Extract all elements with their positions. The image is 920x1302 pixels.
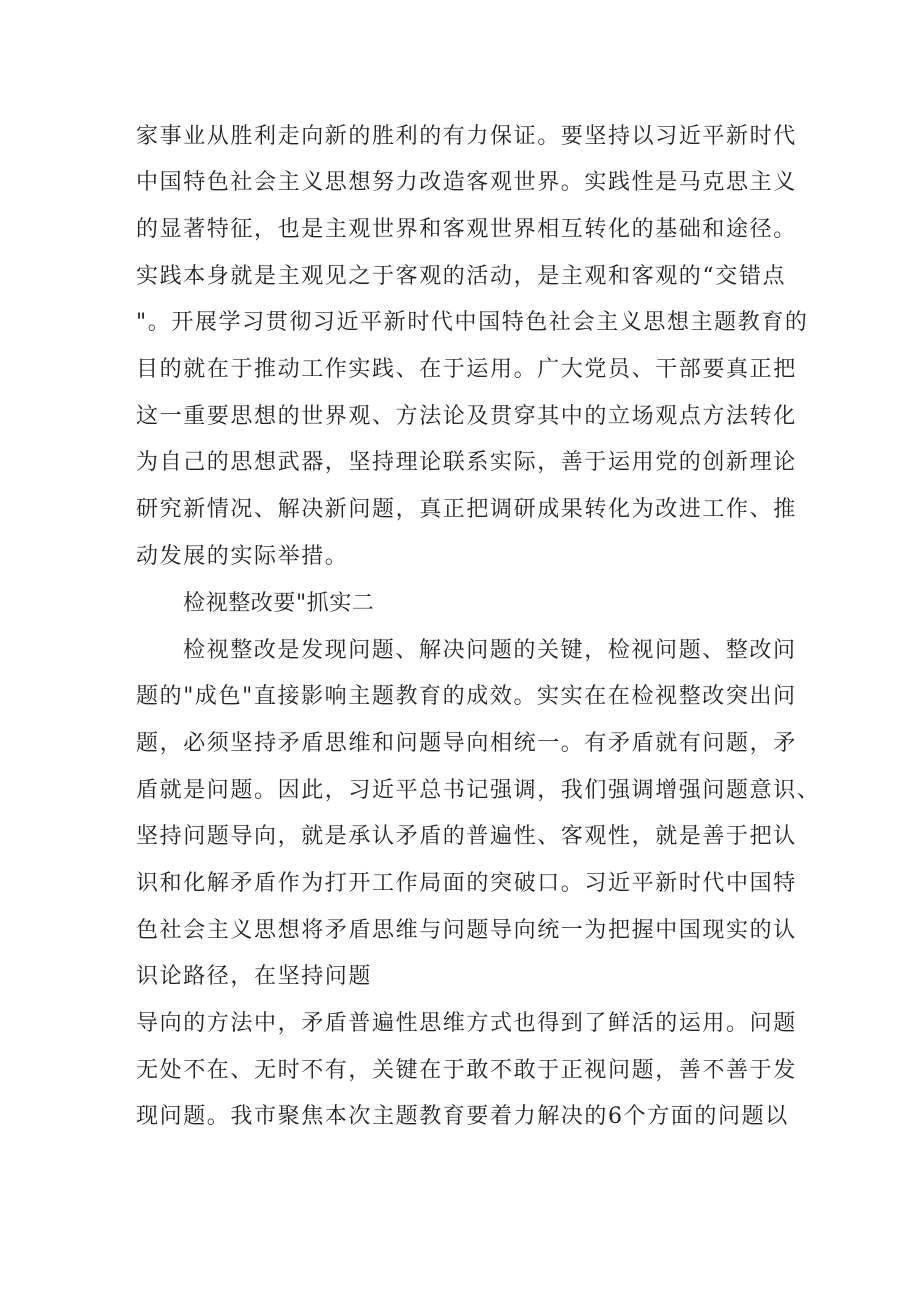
section-heading: 检视整改要"抓实二 — [183, 591, 375, 616]
text-line: 识论路径，在坚持问题 — [136, 964, 373, 989]
text-line: 无处不在、无时不有，关键在于敢不敢于正视问题，善不善于发 — [136, 1058, 797, 1083]
text-line: 坚持问题导向，就是承认矛盾的普遍性、客观性，就是善于把认 — [136, 824, 797, 849]
text-line: 研究新情况、解决新问题，真正把调研成果转化为改进工作、推 — [136, 497, 797, 522]
text-line: 中国特色社会主义思想努力改造客观世界。实践性是马克思主义 — [136, 170, 797, 195]
text-line: "。开展学习贯彻习近平新时代中国特色社会主义思想主题教育的 — [136, 310, 809, 335]
text-line: 识和化解矛盾作为打开工作局面的突破口。习近平新时代中国特 — [136, 871, 797, 896]
text-line: 检视整改是发现问题、解决问题的关键，检视问题、整改问 — [183, 638, 797, 663]
text-line: 家事业从胜利走向新的胜利的有力保证。要坚持以习近平新时代 — [136, 124, 797, 149]
text-line: 为自己的思想武器，坚持理论联系实际，善于运用党的创新理论 — [136, 450, 797, 475]
text-line: 题，必须坚持矛盾思维和问题导向相统一。有矛盾就有问题，矛 — [136, 731, 797, 756]
text-line: 的显著特征，也是主观世界和客观世界相互转化的基础和途径。 — [136, 217, 797, 242]
text-line: 实践本身就是主观见之于客观的活动，是主观和客观的“交错点 — [136, 264, 787, 289]
text-line: 目的就在于推动工作实践、在于运用。广大党员、干部要真正把 — [136, 357, 797, 382]
text-line: 题的"成色"直接影响主题教育的成效。实实在在检视整改突出问 — [136, 684, 797, 709]
text-line: 盾就是问题。因此，习近平总书记强调，我们强调增强问题意识、 — [136, 778, 821, 803]
text-line: 这一重要思想的世界观、方法论及贯穿其中的立场观点方法转化 — [136, 404, 797, 429]
text-line: 导向的方法中，矛盾普遍性思维方式也得到了鲜活的运用。问题 — [136, 1011, 797, 1036]
text-line: 色社会主义思想将矛盾思维与问题导向统一为把握中国现实的认 — [136, 918, 797, 943]
text-line: 现问题。我市聚焦本次主题教育要着力解决的6个方面的问题以 — [136, 1104, 789, 1129]
text-line: 动发展的实际举措。 — [136, 544, 349, 569]
